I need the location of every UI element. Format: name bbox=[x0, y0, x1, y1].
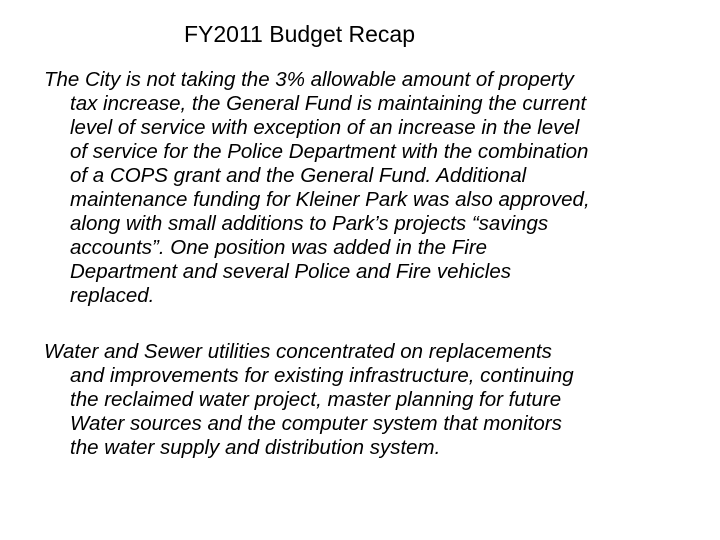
paragraph-line: the water supply and distribution system. bbox=[70, 436, 441, 459]
paragraph-line: The City is not taking the 3% allowable amount of property bbox=[44, 68, 574, 91]
paragraph-line: of a COPS grant and the General Fund. Additional bbox=[70, 164, 527, 187]
slide-title: FY2011 Budget Recap bbox=[184, 21, 416, 47]
paragraph-line: the reclaimed water project, master planning for future bbox=[70, 388, 562, 411]
paragraph-line: Water and Sewer utilities concentrated on replacements bbox=[44, 340, 552, 363]
paragraph-line: along with small additions to Park’s projects “savings bbox=[70, 212, 549, 235]
paragraph-line: replaced. bbox=[70, 284, 155, 307]
paragraph-line: maintenance funding for Kleiner Park was also approved, bbox=[70, 188, 590, 211]
paragraph-line: and improvements for existing infrastructure, continuing bbox=[70, 364, 574, 387]
paragraph-line: accounts”. One position was added in the Fire bbox=[70, 236, 488, 259]
paragraph-line: Department and several Police and Fire vehicles bbox=[70, 260, 511, 283]
paragraph-line: level of service with exception of an increase in the level bbox=[70, 116, 580, 139]
paragraph-line: tax increase, the General Fund is maintaining the current bbox=[70, 92, 587, 115]
paragraph-line: of service for the Police Department with the combination bbox=[70, 140, 589, 163]
paragraph-line: Water sources and the computer system that monitors bbox=[70, 412, 562, 435]
